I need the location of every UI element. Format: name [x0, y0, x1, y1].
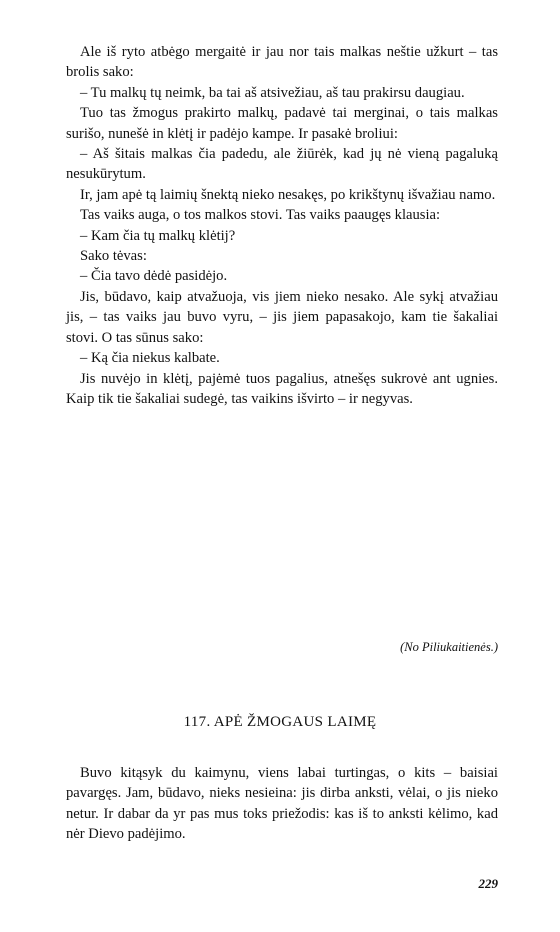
story-body-2	[66, 763, 498, 845]
paragraph: – Kam čia tų malkų klėtij?	[80, 227, 236, 244]
paragraph: Ir, jam apė tą laimių šnektą nieko nesakęs, po krikštynų išvažiau namo.	[80, 186, 496, 203]
story-heading: 117. APĖ ŽMOGAUS LAIMĘ	[183, 714, 377, 730]
paragraph: – Aš šitais malkas čia padedu, ale žiūrėk, kad jų nė vieną pagaluką nesukūrytum.	[66, 146, 498, 183]
paragraph: – Tu malkų tų neimk, ba tai aš atsivežiau, aš tau prakirsu daugiau.	[80, 84, 465, 101]
paragraph: Sako tėvas:	[80, 248, 147, 265]
paragraph: Ale iš ryto atbėgo mergaitė ir jau nor tais malkas neštie užkurt – tas brolis sako:	[66, 44, 498, 81]
story-body	[66, 42, 498, 409]
paragraph: – Ką čia niekus kalbate.	[80, 350, 220, 367]
story-source: (No Piliukaitienės.)	[400, 640, 498, 654]
paragraph: Tas vaiks auga, o tos malkos stovi. Tas vaiks paaugęs klausia:	[80, 207, 441, 224]
paragraph: – Čia tavo dėdė pasidėjo.	[80, 268, 228, 285]
paragraph: Jis nuvėjo in klėtį, pajėmė tuos pagalius, atnešęs sukrovė ant ugnies. Kaip tik tie šakaliai sudegė, tas vaikins išvirto – ir negyvas.	[66, 370, 498, 407]
paragraph: Jis, būdavo, kaip atvažuoja, vis jiem nieko nesako. Ale sykį atvažiau jis, – tas vaiks jau buvo vyru, – jis jiem papasakojo, kam tie šakaliai stovi. O tas sūnus sako:	[66, 288, 498, 346]
page-number: 229	[478, 876, 498, 891]
paragraph: Tuo tas žmogus prakirto malkų, padavė tai merginai, o tais malkas surišo, nunešė in klėtį ir padėjo kampe. Ir pasakė broliui:	[66, 105, 498, 142]
paragraph: Buvo kitąsyk du kaimynu, viens labai turtingas, o kits – baisiai pavargęs. Jam, būdavo, nieks nesieina: jis dirba anksti, vėlai, o jis nieko netur. Ir dabar da yr pas mus toks priežodis: kas iš to anksti kėlimo, kad nėr Dievo padėjimo.	[66, 765, 498, 843]
